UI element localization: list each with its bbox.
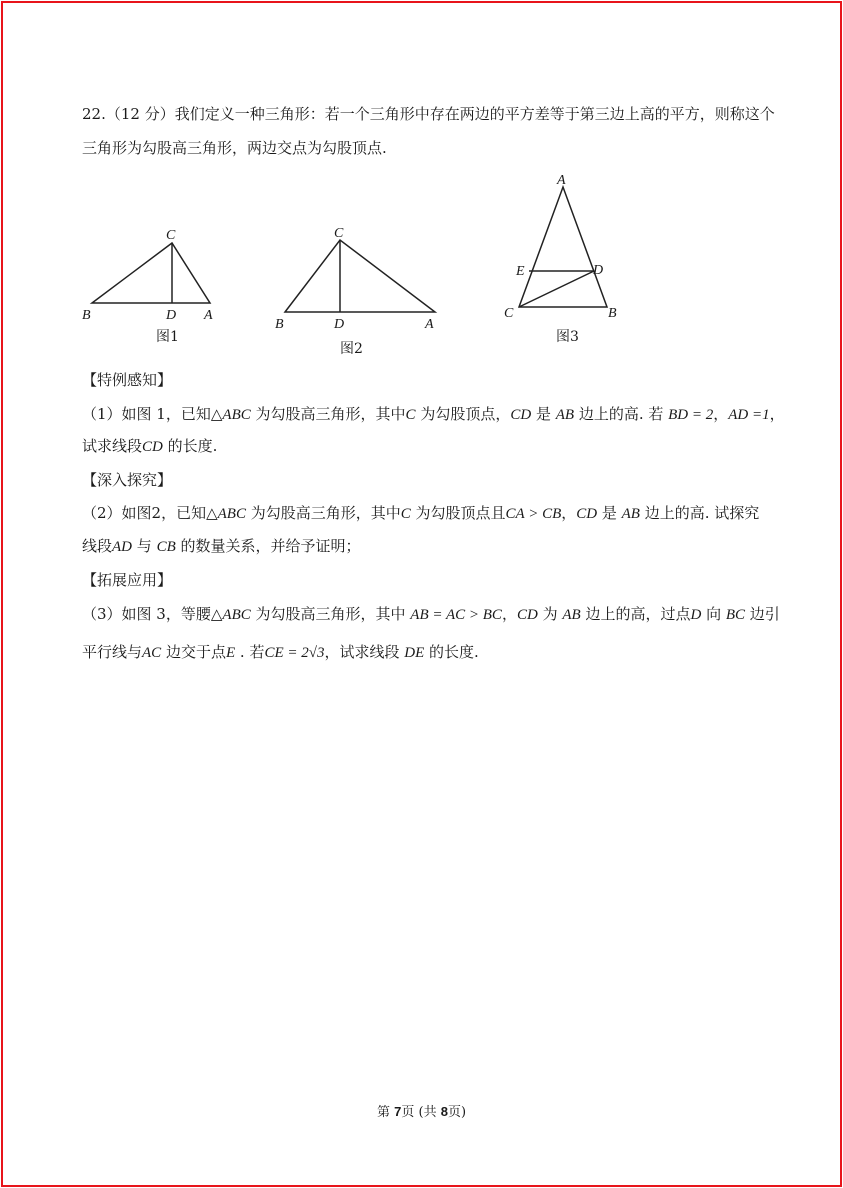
s1-bd: BD = 2 (668, 407, 714, 423)
s3-e: E (225, 645, 236, 661)
section-1-heading: 【特例感知】 (82, 371, 173, 389)
s2-ad: AD (112, 539, 133, 555)
s2-text: （2）如图2，已知△ (82, 504, 218, 522)
figure-1-caption: 图1 (156, 329, 179, 345)
s2-cd: CD (576, 506, 598, 522)
problem-points: （12 分） (105, 105, 175, 123)
footer-page-number: 7 (394, 1104, 402, 1119)
fig2-triangle (285, 240, 435, 312)
fig2-label-a: A (425, 317, 434, 332)
s2-text: 为勾股高三角形，其中 (245, 504, 401, 522)
figure-2-caption: 图2 (340, 341, 363, 357)
s3-text: 边上的高，过点 (580, 605, 691, 623)
problem-intro-line1 (82, 104, 775, 124)
fig1-label-a: A (204, 308, 213, 323)
figure-2 (270, 225, 445, 335)
s3-text: 的长度. (424, 643, 479, 661)
fig3-label-a: A (557, 173, 566, 188)
section-3-line2 (82, 642, 479, 663)
s1-text: ， (769, 405, 785, 423)
section-2-line2 (82, 536, 361, 557)
page-footer (0, 1101, 843, 1120)
figure-1 (80, 225, 230, 325)
fig1-triangle (92, 243, 210, 303)
s1-text: 是 (531, 405, 556, 423)
s1-text: 边上的高. 若 (574, 405, 669, 423)
fig1-label-d: D (166, 308, 177, 323)
fig3-label-b: B (608, 306, 617, 321)
s1-text: 的长度. (162, 437, 218, 455)
s3-cd: CD (516, 607, 538, 623)
s3-ab: AB (562, 607, 581, 623)
s1-ab: AB (555, 407, 575, 423)
page-border (1, 1, 842, 1187)
s3-text: 为勾股高三角形，其中 (250, 605, 411, 623)
s3-text: 边交于点 (161, 643, 226, 661)
footer-total-pages: 8 (440, 1104, 448, 1119)
s2-ca-gt-cb: CA > CB (505, 506, 562, 522)
s3-inequality: AB = AC > BC (410, 607, 502, 623)
s2-cb: CB (156, 539, 176, 555)
s2-text: 为勾股顶点且 (410, 504, 506, 522)
s2-abc: ABC (217, 506, 246, 522)
s3-abc: ABC (222, 607, 251, 623)
section-1-line2 (82, 436, 217, 457)
s1-c: C (405, 407, 416, 423)
footer-text: 第 (376, 1105, 395, 1120)
fig1-label-c: C (166, 228, 176, 243)
fig2-label-c: C (334, 226, 344, 241)
s3-ac: AC (142, 645, 162, 661)
s2-text: 边上的高. 试探究 (639, 504, 760, 522)
s1-cd: CD (510, 407, 532, 423)
s3-d: D (690, 607, 702, 623)
s1-text: （1）如图 1，已知△ (82, 405, 223, 423)
s2-ab: AB (621, 506, 640, 522)
s2-text: 线段 (82, 537, 113, 555)
s3-text: 向 (701, 605, 726, 623)
s2-text: 是 (597, 504, 622, 522)
figure-3 (500, 170, 630, 320)
figure-3-caption: 图3 (556, 329, 579, 345)
fig3-label-c: C (504, 306, 514, 321)
s1-cd: CD (142, 439, 163, 455)
s3-bc: BC (725, 607, 746, 623)
s3-text: ，试求线段 (324, 643, 405, 661)
s2-text: 与 (132, 537, 157, 555)
footer-text: 页 (共 (401, 1105, 441, 1120)
s1-text: 为勾股高三角形，其中 (250, 405, 406, 423)
fig2-label-b: B (275, 317, 284, 332)
fig1-label-b: B (82, 308, 91, 323)
s2-text: 的数量关系，并给予证明； (175, 537, 361, 555)
section-2-heading: 【深入探究】 (82, 471, 173, 489)
s1-text: ， (713, 405, 729, 423)
fig3-label-e: E (516, 264, 525, 279)
footer-text: 页) (447, 1105, 467, 1120)
section-3-heading: 【拓展应用】 (82, 571, 173, 589)
section-3-line1 (82, 604, 780, 625)
problem-number: 22. (82, 105, 106, 123)
s1-abc: ABC (222, 407, 251, 423)
fig3-triangle (519, 187, 607, 307)
s1-text: 为勾股顶点， (415, 405, 511, 423)
s3-text: ， (501, 605, 517, 623)
s1-ad: AD =1 (728, 407, 770, 423)
s3-text: . 若 (235, 643, 265, 661)
section-2-line1 (82, 503, 759, 524)
problem-intro-text: 我们定义一种三角形：若一个三角形中存在两边的平方差等于第三边上高的平方，则称这个 (174, 105, 775, 123)
fig3-label-d: D (593, 263, 604, 278)
s3-text: （3）如图 3，等腰△ (82, 605, 223, 623)
s3-text: 平行线与 (82, 643, 143, 661)
s3-text: 边引 (745, 605, 780, 623)
s2-text: ， (561, 504, 577, 522)
s2-c: C (400, 506, 411, 522)
section-1-line1 (82, 404, 785, 425)
s1-text: 试求线段 (82, 437, 143, 455)
s3-ce: CE = 2√3 (264, 645, 325, 661)
s3-de: DE (404, 645, 425, 661)
s3-text: 为 (537, 605, 563, 623)
problem-intro-line2: 三角形为勾股高三角形，两边交点为勾股顶点. (82, 139, 387, 157)
fig2-label-d: D (334, 317, 345, 332)
